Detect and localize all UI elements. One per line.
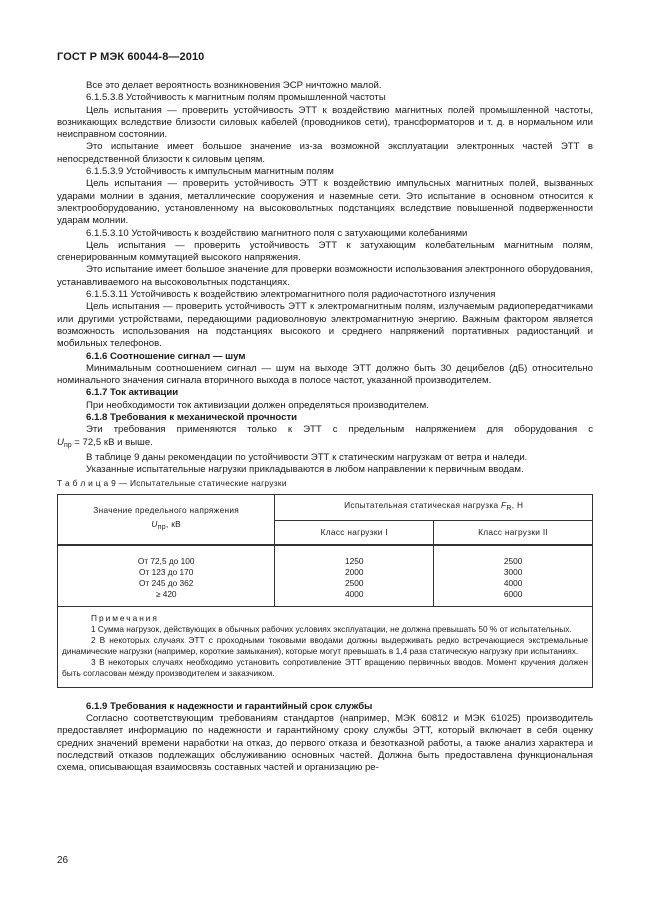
paragraph: Это испытание имеет большое значение для проверки возможности использования электронного оборудования, устанавливаемого на высоковольтных подстанциях.	[57, 264, 593, 288]
voltage-value: = 72,5 кВ и выше.	[71, 436, 153, 448]
table-cell: 2500	[434, 545, 593, 567]
document-header: ГОСТ Р МЭК 60044-8—2010	[57, 51, 205, 63]
table-cell: 4000	[275, 589, 434, 607]
note: 2 В некоторых случаях ЭТТ с проходными токовыми вводами должны выдерживать редко встречающиеся экстремальные динамические нагрузки (например, короткие замыкания), которые могут превышать в 1,4 раза статическую нагрузку при испытаниях.	[62, 634, 588, 656]
section-heading: 6.1.5.3.10 Устойчивость к воздействию магнитного поля с затухающими колебаниями	[86, 227, 468, 239]
paragraph: Указанные испытательные нагрузки прикладываются в любом направлении к первичным вводам.	[86, 464, 524, 476]
paragraph: При необходимости ток активизации должен определяться производителем.	[86, 399, 429, 411]
document-body	[57, 80, 593, 775]
table-cell: ≥ 420	[58, 589, 275, 607]
section-heading: 6.1.5.3.8 Устойчивость к магнитным полям промышленной частоты	[86, 92, 386, 104]
column-header-voltage: Значение предельного напряжения $U_{пр}$, кВ	[58, 494, 275, 545]
paragraph: Согласно соответствующим требованиям стандартов (например, МЭК 60812 и МЭК 61025) производитель предоставляет информацию по надежности и гарантийному сроку службы ЭТТ, который включает в себя оценку средних значений времени наработки на отказ, до первого отказа и безотказной работы, а также анализ характера и последствий отказов подлежащих обслуживанию основных частей. Должна быть предоставлена функциональная схема, описывающая взаимосвязь составных частей и организацию ре-	[57, 713, 593, 774]
column-header-load: Испытательная статическая нагрузка $F_R$, Н	[275, 494, 593, 520]
note: 1 Сумма нагрузок, действующих в обычных рабочих условиях эксплуатации, не должна превышать 50 % от испытательных.	[91, 623, 572, 634]
table-cell: 3000	[434, 567, 593, 578]
voltage-symbol: U	[57, 436, 64, 448]
table-notes	[58, 606, 593, 687]
page-number: 26	[57, 855, 69, 866]
section-heading: 6.1.9 Требования к надежности и гарантийный срок службы	[86, 700, 373, 712]
note: 3 В некоторых случаях необходимо установить сопротивление ЭТТ вращению первичных вводов. Момент кручения должен быть согласован между производителем и заказчиком.	[62, 656, 588, 678]
paragraph: Цель испытания — проверить устойчивость ЭТТ к воздействию импульсных магнитных полей, вызванных ударами молнии в здания, металлические сооружения и наземные сети. Это испытание в основном относится к электрооборудованию, установленному на высоковольтных подстанциях вследствие повышенной подверженности ударам молнии.	[57, 178, 593, 227]
table-cell: От 245 до 362	[58, 578, 275, 589]
table-cell: От 123 до 170	[58, 567, 275, 578]
paragraph	[57, 437, 593, 452]
paragraph: Минимальным соотношением сигнал — шум на выходе ЭТТ должно быть 30 децибелов (дБ) относительно номинального значения сигнала вторичного выхода в полосе частот, указанной производителем.	[57, 362, 593, 387]
notes-title: Примечания	[91, 612, 159, 623]
paragraph-text: Эти требования применяются только к ЭТТ с предельным напряжением для оборудования с	[86, 424, 593, 436]
paragraph	[57, 424, 593, 436]
table-cell: 2000	[275, 567, 434, 578]
table-cell: 6000	[434, 589, 593, 607]
paragraph: Это испытание имеет большое значение из-за возможной эксплуатации электронных частей ЭТТ в непосредственной близости к силовым цепям.	[57, 141, 593, 165]
table-cell: 4000	[434, 578, 593, 589]
column-header-class-2: Класс нагрузки II	[434, 520, 593, 545]
section-heading: 6.1.5.3.11 Устойчивость к воздействию электромагнитного поля радиочастотного излучения	[86, 289, 496, 301]
column-header-class-1: Класс нагрузки I	[275, 520, 434, 545]
section-heading: 6.1.5.3.9 Устойчивость к импульсным магнитным полям	[86, 166, 334, 178]
section-heading: 6.1.7 Ток активации	[86, 387, 179, 399]
table-cell: 2500	[275, 578, 434, 589]
paragraph: Цель испытания — проверить устойчивость ЭТТ к воздействию магнитных полей промышленной частоты, возникающих вследствие близости силовых кабелей (проводников сети), трансформаторов и т. д. в нормальном или неисправном состоянии.	[57, 104, 593, 141]
voltage-subscript: пр	[63, 441, 72, 449]
loads-table	[57, 494, 593, 688]
paragraph: Цель испытания — проверить устойчивость ЭТТ к электромагнитным полям, излучаемым радиопередатчиками или другими устройствами, передающими радиоволновую электромагнитную энергию. Важным фактором является возможность использования на подстанциях высокого и среднего напряжений портативных радиостанций и мобильных телефонов.	[57, 301, 593, 350]
table-cell: 1250	[275, 545, 434, 567]
table-cell: От 72,5 до 100	[58, 545, 275, 567]
paragraph: Цель испытания — проверить устойчивость ЭТТ к затухающим колебательным магнитным полям, сгенерированным коммутацией высокого напряжения.	[57, 239, 593, 264]
paragraph: Все это делает вероятность возникновения ЭСР ничтожно малой.	[86, 80, 382, 91]
section-heading: 6.1.8 Требования к механической прочности	[86, 412, 298, 424]
section-heading: 6.1.6 Соотношение сигнал — шум	[86, 350, 246, 362]
paragraph: В таблице 9 даны рекомендации по устойчивости ЭТТ к статическим нагрузкам от ветра и наледи.	[86, 451, 528, 463]
table-caption: Т а б л и ц а 9 — Испытательные статические нагрузки	[57, 477, 287, 488]
